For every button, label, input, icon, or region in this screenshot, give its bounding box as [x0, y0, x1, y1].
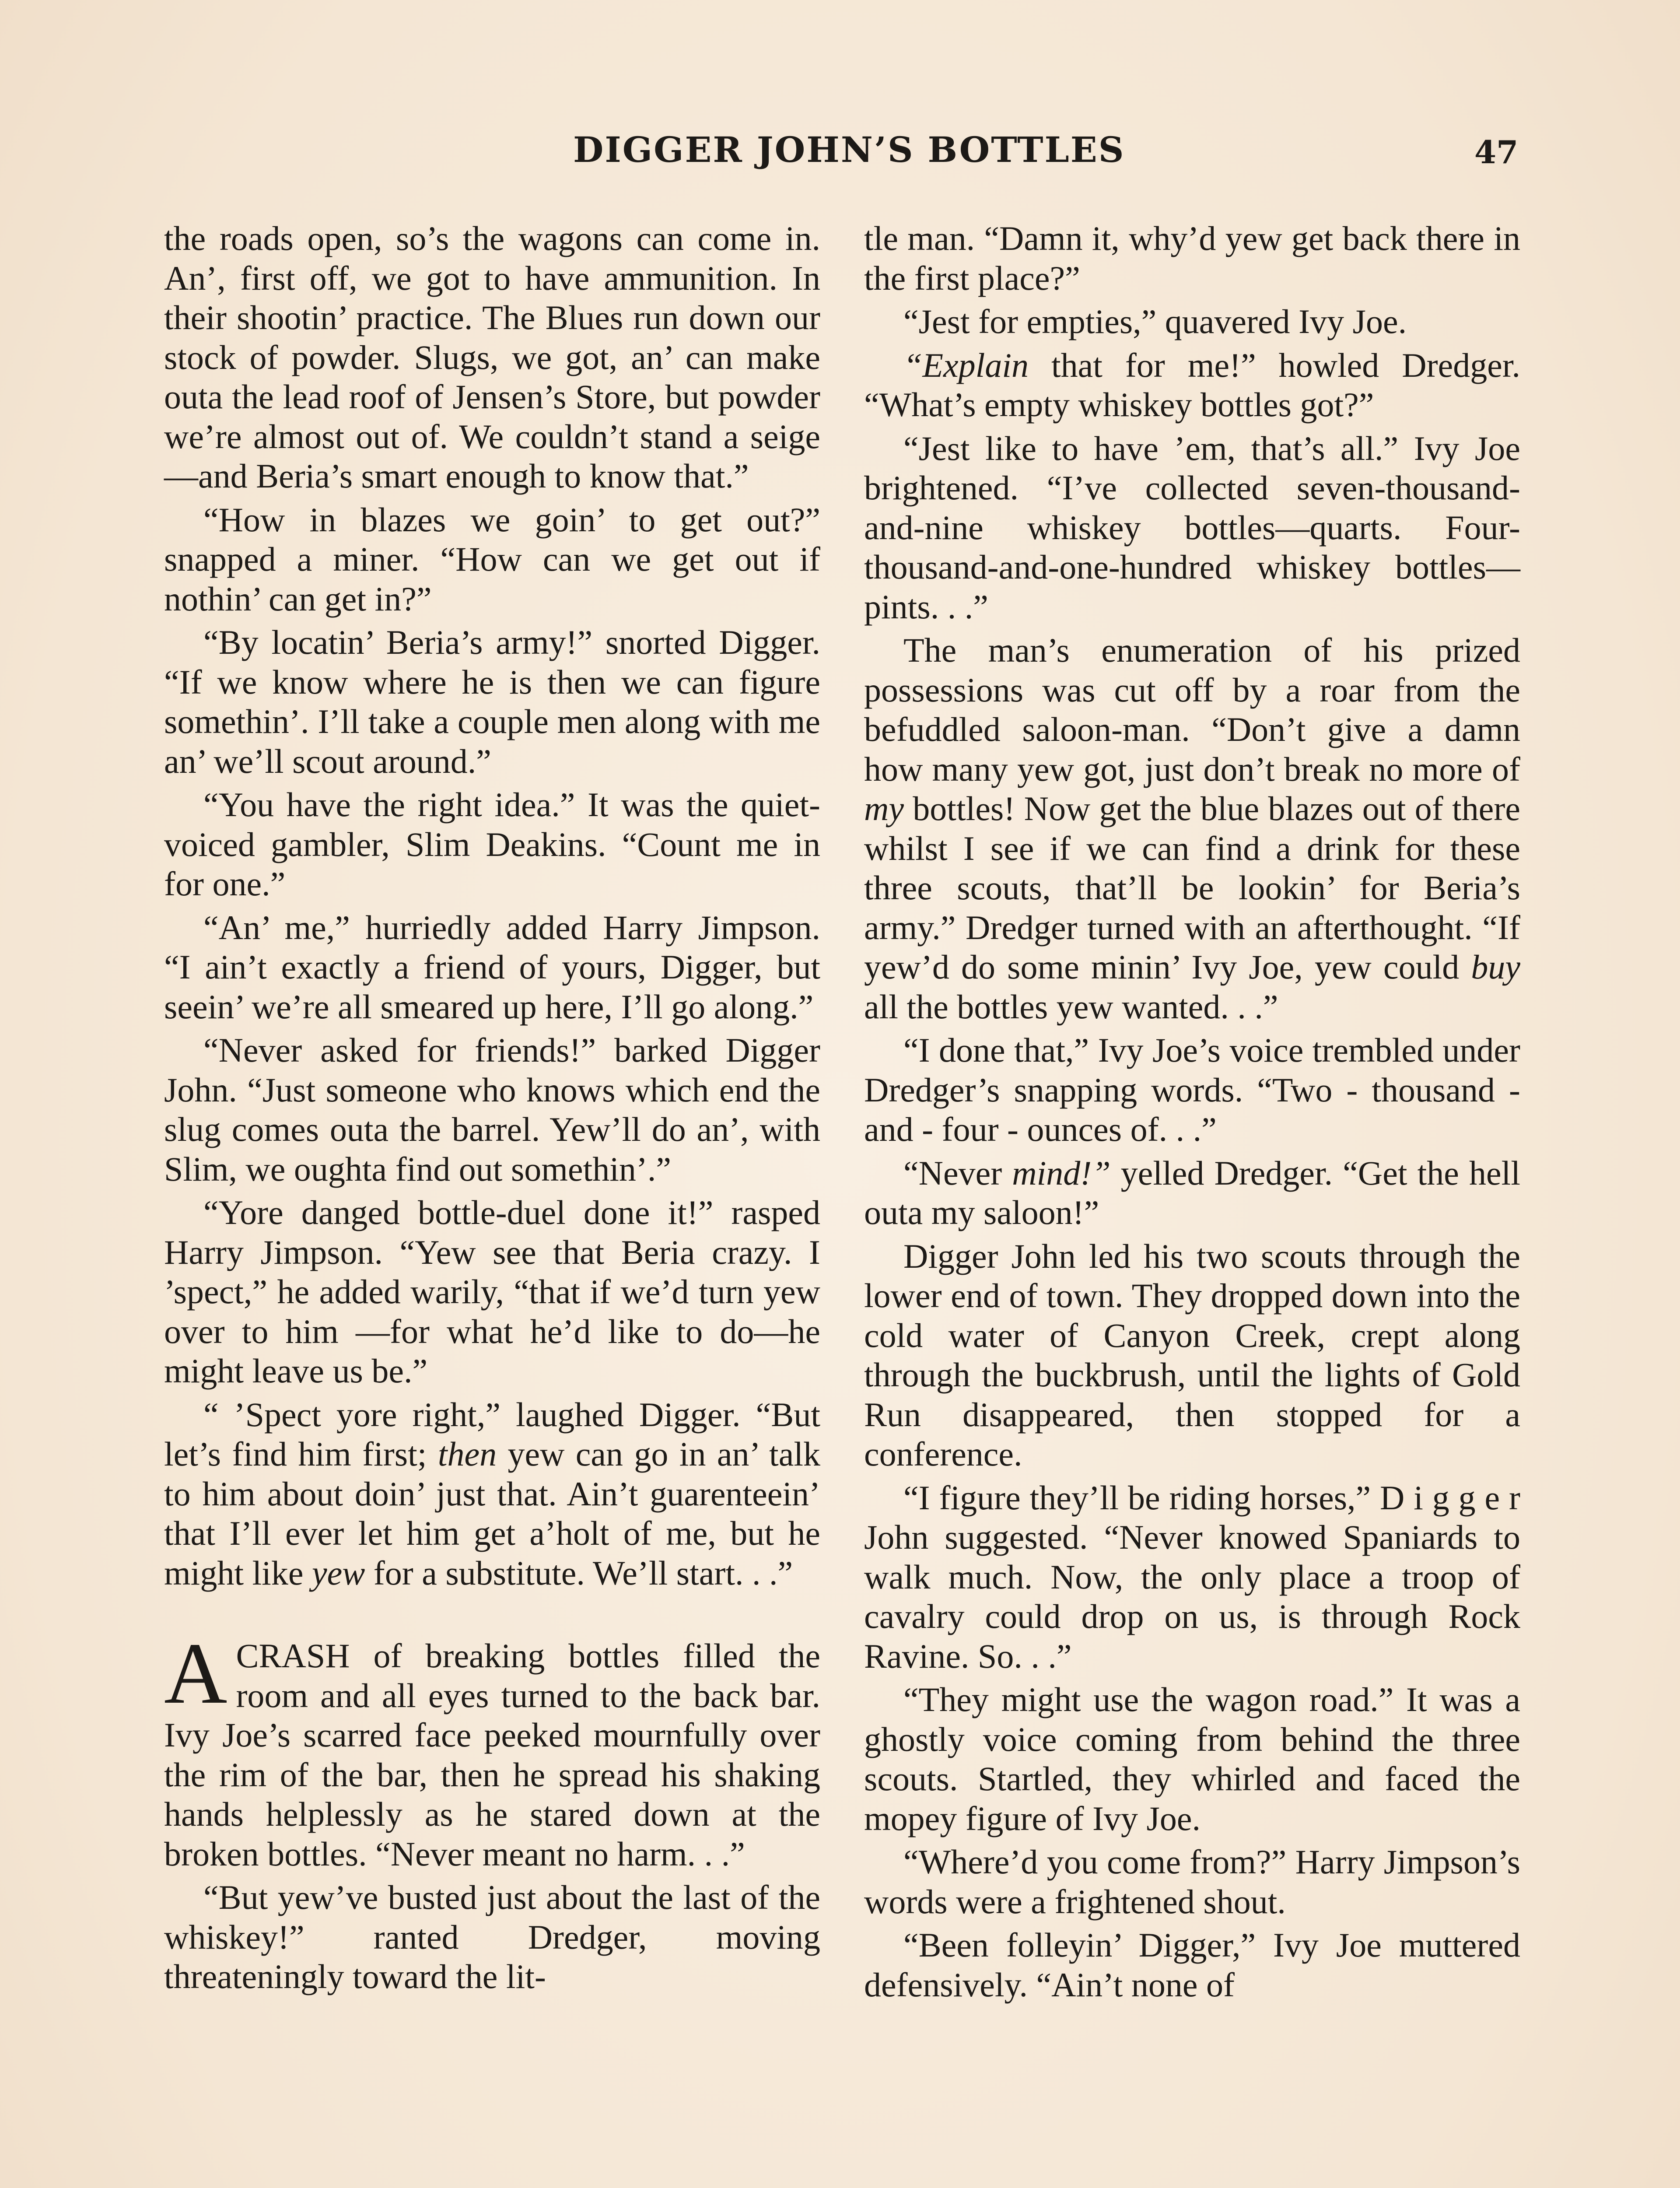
text-column-right	[864, 219, 1520, 2009]
page-number: 47	[1474, 133, 1519, 171]
paragraph: “Never mind!” yelled Dredger. “Get the hell outa my saloon!”	[864, 1154, 1520, 1231]
paragraph: “Jest for empties,” quavered Ivy Joe.	[903, 302, 1407, 340]
text-column-left	[164, 219, 820, 2001]
paragraph: The man’s enumeration of his prized possessions was cut off by a roar from the befuddled saloon-man. “Don’t give a damn how many yew got, just don’t break no more of my bottles! Now get the blue blazes out of there whilst I see if we can find a drink for these three scouts, that’ll be lookin’ for Beria’s army.” Dredger turned with an afterthought. “If yew’d do some minin’ Ivy Joe, yew could buy all the bottles yew wanted. . .”	[864, 631, 1520, 1026]
paragraph: “I done that,” Ivy Joe’s voice trembled under Dredger’s snapping words. “Two - thousand - and - four - ounces of. . .”	[864, 1031, 1520, 1148]
paragraph: “An’ me,” hurriedly added Harry Jimpson. “I ain’t exactly a friend of yours, Digger, but seein’ we’re all smeared up here, I’ll go along.”	[164, 908, 820, 1026]
paragraph: “Jest like to have ’em, that’s all.” Ivy Joe brightened. “I’ve collected seven-thousand-and-nine whiskey bottles—quarts. Four-thousand-and-one-hundred whiskey bottles—pints. . .”	[864, 429, 1520, 626]
running-head-title: DIGGER JOHN’S BOTTLES	[573, 129, 1125, 170]
paragraph: “By locatin’ Beria’s army!” snorted Digger. “If we know where he is then we can figure somethin’. I’ll take a couple men along with me an’ we’ll scout around.”	[164, 623, 820, 780]
paragraph: tle man. “Damn it, why’d yew get back there in the first place?”	[864, 219, 1520, 297]
paragraph: “You have the right idea.” It was the quiet-voiced gambler, Slim Deakins. “Count me in for one.”	[164, 785, 820, 903]
paragraph: “Where’d you come from?” Harry Jimpson’s words were a frightened shout.	[864, 1843, 1520, 1921]
paragraph: “They might use the wagon road.” It was a ghostly voice coming from behind the three scouts. Startled, they whirled and faced the mopey figure of Ivy Joe.	[864, 1680, 1520, 1837]
paragraph: Digger John led his two scouts through the lower end of town. They dropped down into the cold water of Canyon Creek, crept along through the buckbrush, until the lights of Gold Run disappeared, then stopped for a conference.	[864, 1237, 1520, 1473]
paragraph: “ ’Spect yore right,” laughed Digger. “But let’s find him first; then yew can go in an’ talk to him about doin’ just that. Ain’t guarenteein’ that I’ll ever let him get a’holt of me, but he might like yew for a substitute. We’ll start. . .”	[164, 1395, 820, 1592]
paragraph: “I figure they’ll be riding horses,” D i g g e r John suggested. “Never knowed Spaniards to walk much. Now, the only place a troop of cavalry could drop on us, is through Rock Ravine. So. . .”	[864, 1478, 1520, 1675]
drop-cap-letter: A	[164, 1625, 228, 1722]
paragraph-dropcap: ACRASH of breaking bottles filled the room and all eyes turned to the back bar. Ivy Joe’s scarred face peeked mournfully over the rim of the bar, then he spread his shaking hands helplessly as he stared down at the broken bottles. “Never meant no harm. . .”	[164, 1625, 820, 1873]
paragraph: “Never asked for friends!” barked Digger John. “Just someone who knows which end the slug comes outa the barrel. Yew’ll do an’, with Slim, we oughta find out somethin’.”	[164, 1031, 820, 1188]
paragraph: “But yew’ve busted just about the last of the whiskey!” ranted Dredger, moving threateningly toward the lit-	[164, 1878, 820, 1995]
paragraph: the roads open, so’s the wagons can come in. An’, first off, we got to have ammunition. In their shootin’ practice. The Blues run down our stock of powder. Slugs, we got, an’ can make outa the lead roof of Jensen’s Store, but powder we’re almost out of. We couldn’t stand a seige—and Beria’s smart enough to know that.”	[164, 219, 820, 495]
paragraph: “Been folleyin’ Digger,” Ivy Joe muttered defensively. “Ain’t none of	[864, 1926, 1520, 2004]
paragraph: “How in blazes we goin’ to get out?” snapped a miner. “How can we get out if nothin’ can get in?”	[164, 500, 820, 618]
paragraph: “Yore danged bottle-duel done it!” rasped Harry Jimpson. “Yew see that Beria crazy. I ’spect,” he added warily, “that if we’d turn yew over to him —for what he’d like to do—he might leave us be.”	[164, 1193, 820, 1390]
section-break	[164, 1597, 820, 1636]
paragraph: “Explain that for me!” howled Dredger. “What’s empty whiskey bottles got?”	[864, 346, 1520, 424]
